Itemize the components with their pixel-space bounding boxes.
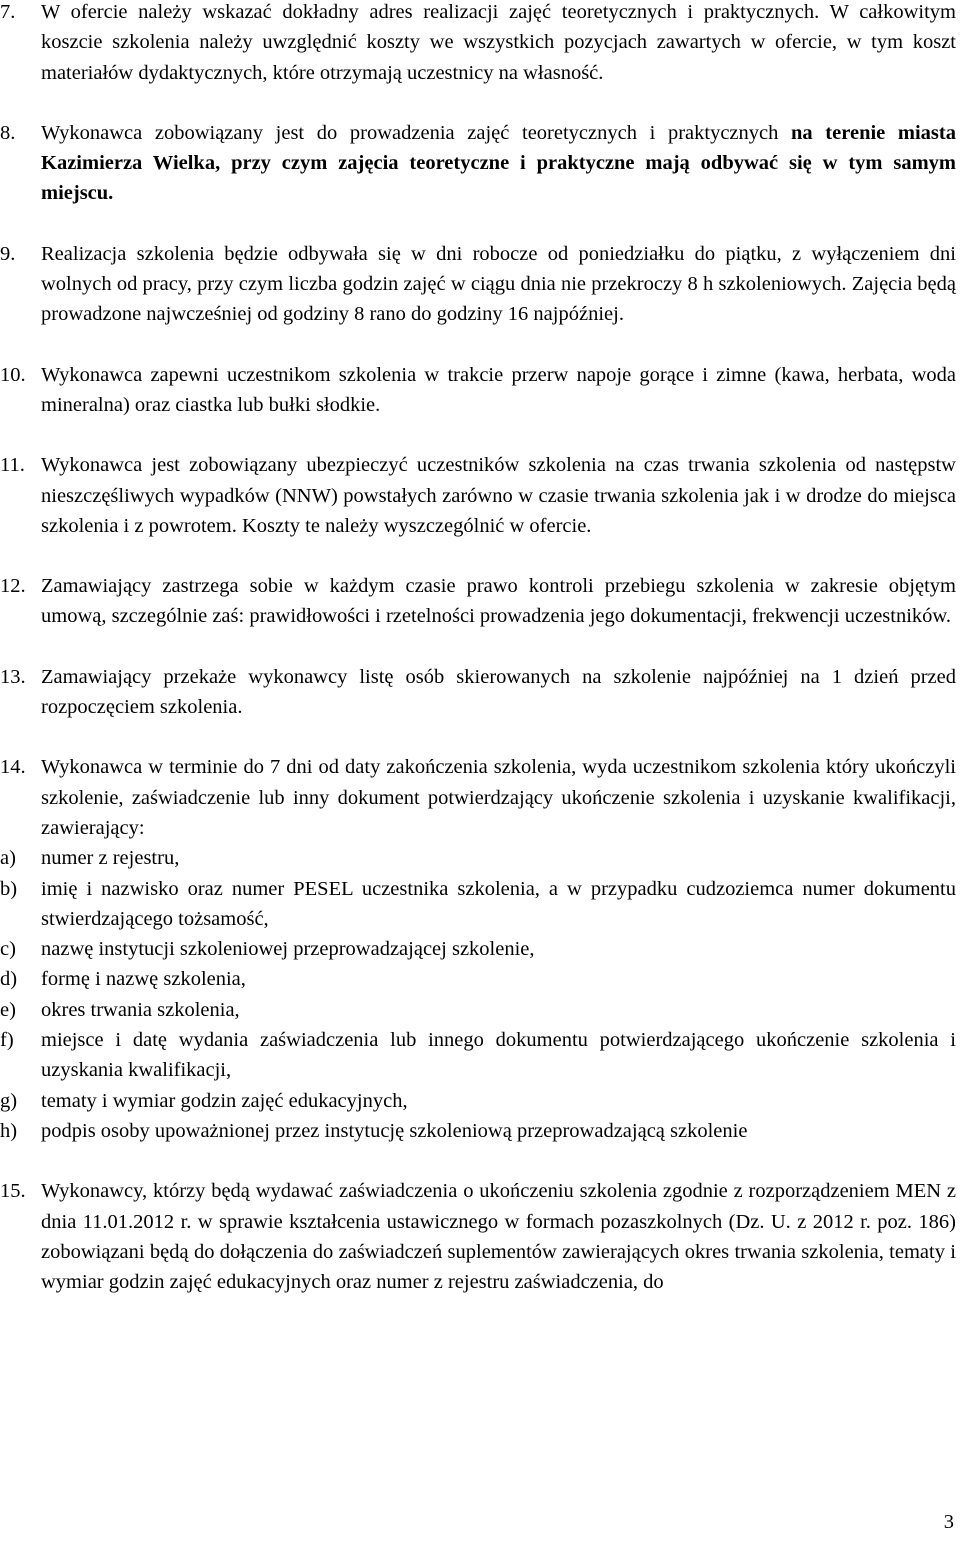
item-10 — [0, 360, 956, 421]
subitem-letter: c) — [0, 938, 16, 961]
subitem-letter: g) — [0, 1089, 18, 1112]
subitem-text: tematy i wymiar godzin zajęć edukacyjnych, — [41, 1089, 408, 1112]
subitem-f — [0, 1025, 956, 1086]
item-number: 8. — [0, 121, 16, 144]
item-8 — [0, 118, 956, 209]
subitem-letter: e) — [0, 998, 16, 1021]
item-text: Wykonawca zobowiązany jest do prowadzenia zajęć teoretycznych i praktycznych — [41, 121, 792, 144]
subitem-text: formę i nazwę szkolenia, — [41, 968, 246, 991]
item-15 — [0, 1176, 956, 1297]
subitem-a — [0, 843, 956, 873]
subitem-letter: h) — [0, 1119, 18, 1142]
item-text: Wykonawca jest zobowiązany ubezpieczyć uczestników szkolenia na czas trwania szkolenia od następstw nieszczęśliwych wypadków (NNW) powstałych zarówno w czasie trwania szkolenia jak i w drodze do miejsca szkolenia i z powrotem. Koszty te należy wyszczególnić w ofercie. — [41, 454, 956, 537]
item-text: Wykonawca zapewni uczestnikom szkolenia w trakcie przerw napoje gorące i zimne (kawa, herbata, woda mineralna) oraz ciastka lub bułki słodkie. — [41, 363, 956, 416]
subitem-text: nazwę instytucji szkoleniowej przeprowadzającej szkolenie, — [41, 938, 535, 961]
item-text: Zamawiający przekaże wykonawcy listę osób skierowanych na szkolenie najpóźniej na 1 dzień przed rozpoczęciem szkolenia. — [41, 665, 956, 719]
item-number: 10. — [0, 363, 26, 386]
subitem-text: numer z rejestru, — [41, 847, 180, 870]
item-text: Wykonawcy, którzy będą wydawać zaświadczenia o ukończeniu szkolenia zgodnie z rozporządzeniem MEN z dnia 11.01.2012 r. w sprawie kształcenia ustawicznego w formach pozaszkolnych (Dz. U. z 2012 r. poz. 186) zobowiązani będą do dołączenia do zaświadczeń suplementów zawierających okres trwania szkolenia, tematy i wymiar godzin zajęć edukacyjnych oraz numer z rejestru zaświadczenia, do — [41, 1180, 956, 1294]
item-14 — [0, 752, 956, 843]
subitem-text: imię i nazwisko oraz numer PESEL uczestnika szkolenia, a w przypadku cudzoziemca numer dokumentu stwierdzającego tożsamość, — [41, 877, 956, 930]
item-number: 12. — [0, 575, 26, 598]
subitem-b — [0, 874, 956, 935]
item-number: 7. — [0, 1, 16, 23]
item-7 — [0, 0, 956, 88]
item-text: Realizacja szkolenia będzie odbywała się w dni robocze od poniedziałku do piątku, z wyłączeniem dni wolnych od pracy, przy czym liczba godzin zajęć w ciągu dnia nie przekroczy 8 h szkoleniowych. Zajęcia będą prowadzone najwcześniej od godziny 8 rano do godziny 16 najpóźniej. — [41, 242, 956, 326]
item-9 — [0, 239, 956, 330]
item-text-bold: na terenie miasta Kazimierza Wielka, przy czym zajęcia teoretyczne i praktyczne mają odbywać się w tym samym miejscu. — [41, 121, 956, 205]
page-number: 3 — [943, 1511, 954, 1533]
subitem-letter: d) — [0, 968, 18, 991]
subitem-g — [0, 1086, 956, 1116]
item-text: W ofercie należy wskazać dokładny adres realizacji zajęć teoretycznych i praktycznych. W całkowitym koszcie szkolenia należy uwzględnić koszty we wszystkich pozycjach zawartych w ofercie, w tym koszt materiałów dydaktycznych, które otrzymają uczestnicy na własność. — [41, 1, 956, 84]
item-text: Zamawiający zastrzega sobie w każdym czasie prawo kontroli przebiegu szkolenia w zakresie objętym umową, szczególnie zaś: prawidłowości i rzetelności prowadzenia jego dokumentacji, frekwencji uczestników. — [41, 575, 956, 628]
item-number: 13. — [0, 665, 26, 688]
subitem-d — [0, 964, 956, 994]
subitem-e — [0, 995, 956, 1025]
subitem-c — [0, 934, 956, 964]
subitem-letter: f) — [0, 1029, 14, 1052]
subitem-letter: b) — [0, 877, 18, 900]
item-number: 9. — [0, 242, 16, 265]
subitem-text: miejsce i datę wydania zaświadczenia lub innego dokumentu potwierdzającego ukończenie szkolenia i uzyskania kwalifikacji, — [41, 1029, 956, 1082]
subitem-letter: a) — [0, 847, 16, 870]
item-text: Wykonawca w terminie do 7 dni od daty zakończenia szkolenia, wyda uczestnikom szkolenia który ukończyli szkolenie, zaświadczenie lub inny dokument potwierdzający ukończenie szkolenia i uzyskanie kwalifikacji, zawierający: — [41, 756, 956, 839]
subitem-text: okres trwania szkolenia, — [41, 998, 240, 1021]
item-number: 11. — [0, 454, 25, 477]
item-11 — [0, 450, 956, 541]
subitem-text: podpis osoby upoważnionej przez instytucję szkoleniową przeprowadzającą szkolenie — [41, 1119, 748, 1142]
item-12 — [0, 571, 956, 632]
item-number: 15. — [0, 1180, 26, 1203]
item-number: 14. — [0, 756, 26, 779]
subitem-h — [0, 1116, 956, 1146]
item-13 — [0, 662, 956, 723]
